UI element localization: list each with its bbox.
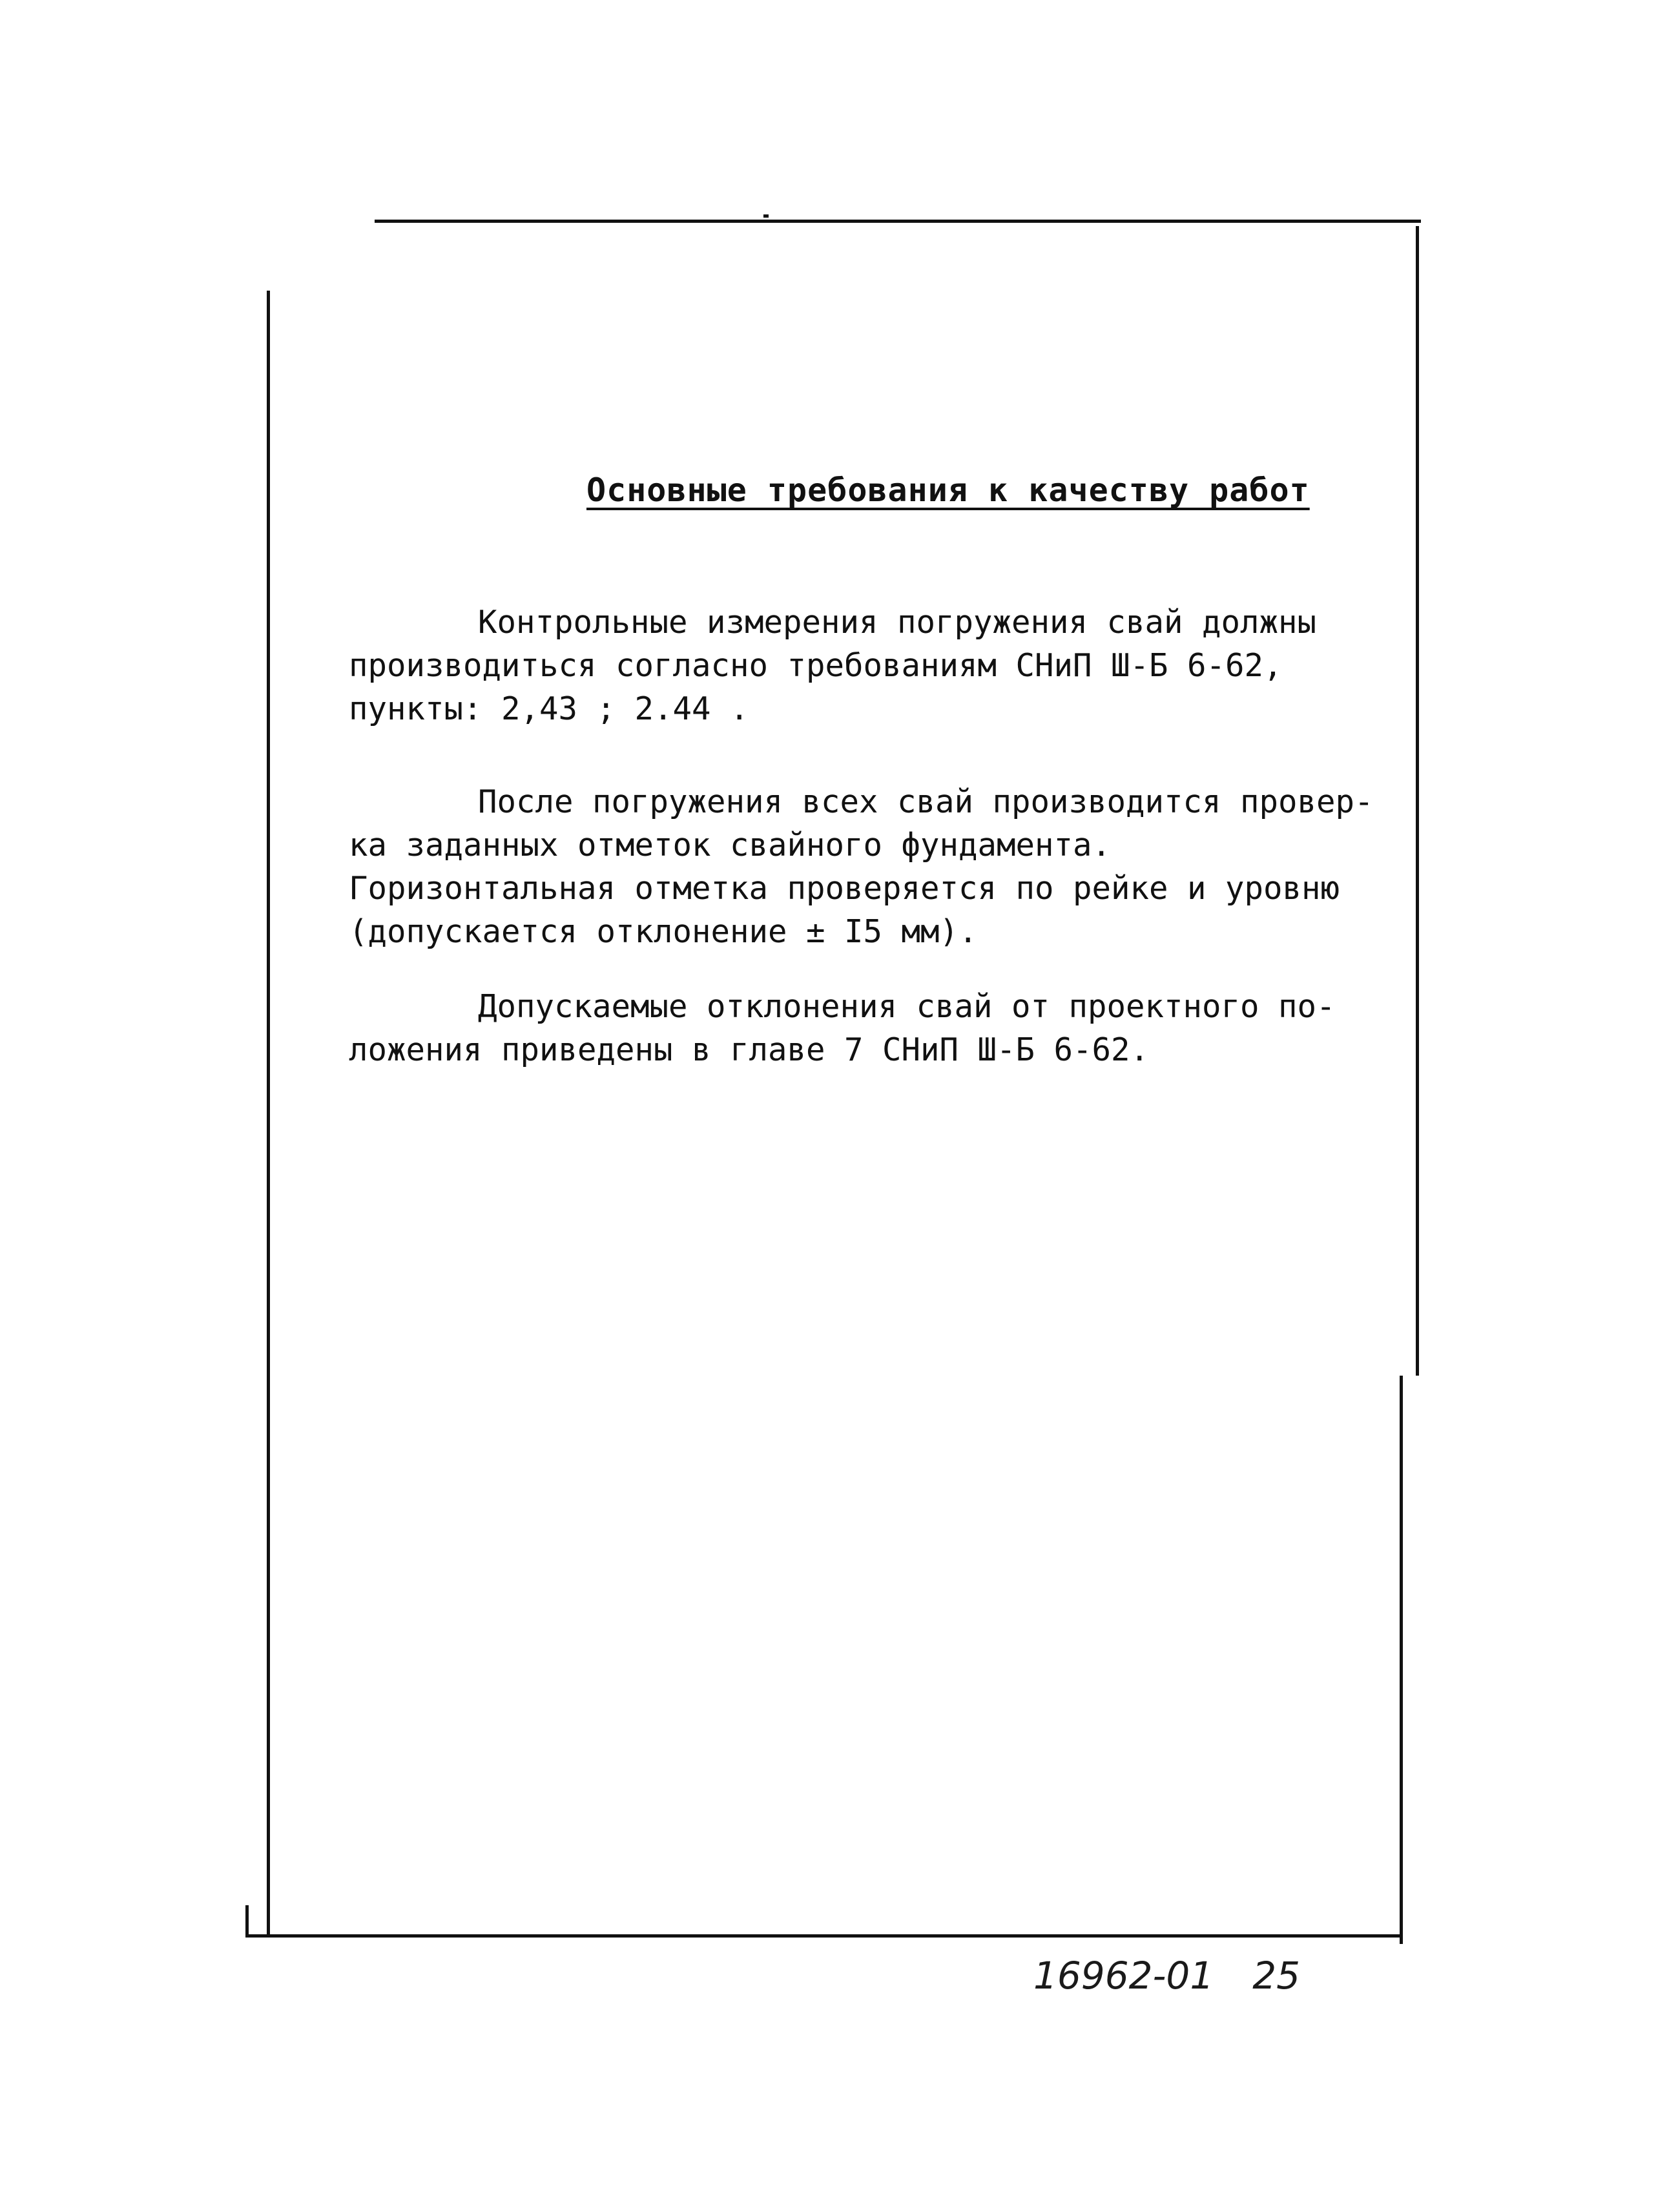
paragraph-line: пункты: 2,43 ; 2.44 . xyxy=(349,690,749,727)
section-heading: Основные требования к качеству работ xyxy=(586,471,1310,509)
paragraph-line: После погружения всех свай производится провер- xyxy=(478,783,1374,820)
frame-left-border xyxy=(267,291,270,1934)
paragraph-allowed-deviations xyxy=(349,985,1356,1071)
frame-right-border-upper xyxy=(1416,226,1419,1376)
document-number: 16962-01 xyxy=(1033,1954,1214,1998)
frame-bottom-border xyxy=(245,1934,1403,1938)
paragraph-line: Контрольные измерения погружения свай должны xyxy=(478,604,1317,641)
paragraph-line: ка заданных отметок свайного фундамента. xyxy=(349,827,1112,863)
handwritten-document-number xyxy=(1033,1954,1300,1998)
paragraph-line: Допускаемые отклонения свай от проектного по- xyxy=(478,988,1336,1025)
frame-top-tick xyxy=(763,214,769,218)
paragraph-line: производиться согласно требованиям СНиП Ш-Б 6-62, xyxy=(349,647,1283,684)
paragraph-line: (допускается отклонение ± I5 мм). xyxy=(349,913,978,950)
paragraph-level-check xyxy=(349,780,1374,953)
frame-right-border-lower xyxy=(1400,1376,1403,1944)
paragraph-line: ложения приведены в главе 7 СНиП Ш-Б 6-62. xyxy=(349,1031,1150,1068)
frame-left-hook xyxy=(245,1905,249,1938)
frame-top-border xyxy=(375,220,1421,223)
page-number: 25 xyxy=(1252,1954,1301,1998)
paragraph-line: Горизонтальная отметка проверяется по рейке и уровню xyxy=(349,870,1340,907)
paragraph-control-measurements xyxy=(349,601,1356,730)
